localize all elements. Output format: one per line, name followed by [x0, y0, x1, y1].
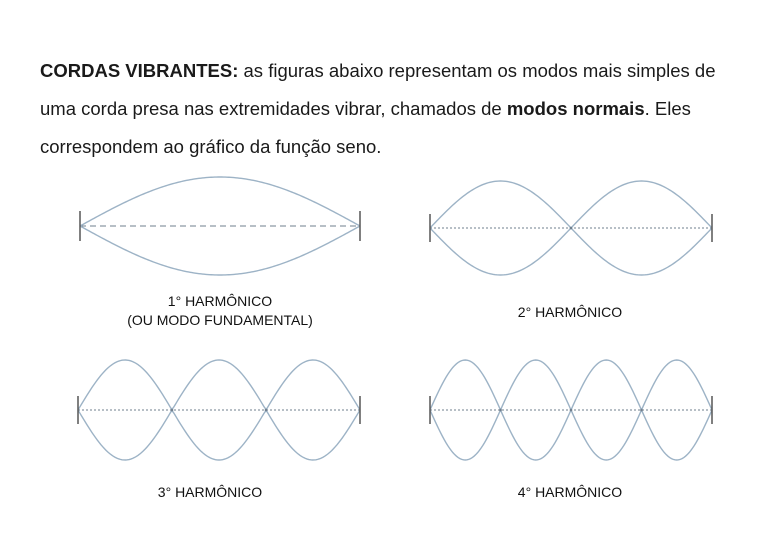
- harmonic-1-caption-line1: 1° HARMÔNICO: [167, 293, 273, 309]
- harmonic-4-caption-line1: 4° HARMÔNICO: [517, 484, 623, 500]
- node-point: [640, 409, 643, 412]
- wave-upper-curve: [430, 360, 712, 410]
- intro-emphasis: modos normais: [506, 98, 645, 119]
- harmonic-2-caption: [420, 303, 720, 322]
- wave-lower-curve: [430, 228, 712, 275]
- harmonic-1-diagram: [80, 177, 360, 275]
- harmonic-2-caption-line1: 2° HARMÔNICO: [517, 304, 623, 320]
- harmonic-2-diagram: [430, 181, 712, 275]
- wave-upper-curve: [80, 177, 360, 226]
- intro-text-2: . Eles correspondem ao gráfico da função seno.: [40, 98, 691, 157]
- node-point: [570, 227, 573, 230]
- node-point: [570, 409, 573, 412]
- wave-lower-curve: [78, 410, 360, 460]
- node-point: [265, 409, 268, 412]
- wave-upper-curve: [78, 360, 360, 410]
- harmonic-3-caption: [60, 483, 360, 502]
- harmonic-1-caption: [70, 292, 370, 330]
- wave-lower-curve: [430, 410, 712, 460]
- harmonic-4-caption: [420, 483, 720, 502]
- harmonic-3-caption-line1: 3° HARMÔNICO: [157, 484, 263, 500]
- wave-upper-curve: [430, 181, 712, 228]
- harmonic-1-caption-line2: (OU MODO FUNDAMENTAL): [127, 312, 313, 328]
- node-point: [499, 409, 502, 412]
- node-point: [171, 409, 174, 412]
- harmonic-3-diagram: [78, 360, 360, 460]
- wave-lower-curve: [80, 226, 360, 275]
- intro-title: CORDAS VIBRANTES:: [40, 60, 239, 81]
- intro-text-1: as figuras abaixo representam os modos mais simples de uma corda presa nas extremidades vibrar, chamados de: [40, 60, 716, 119]
- harmonic-4-diagram: [430, 360, 712, 460]
